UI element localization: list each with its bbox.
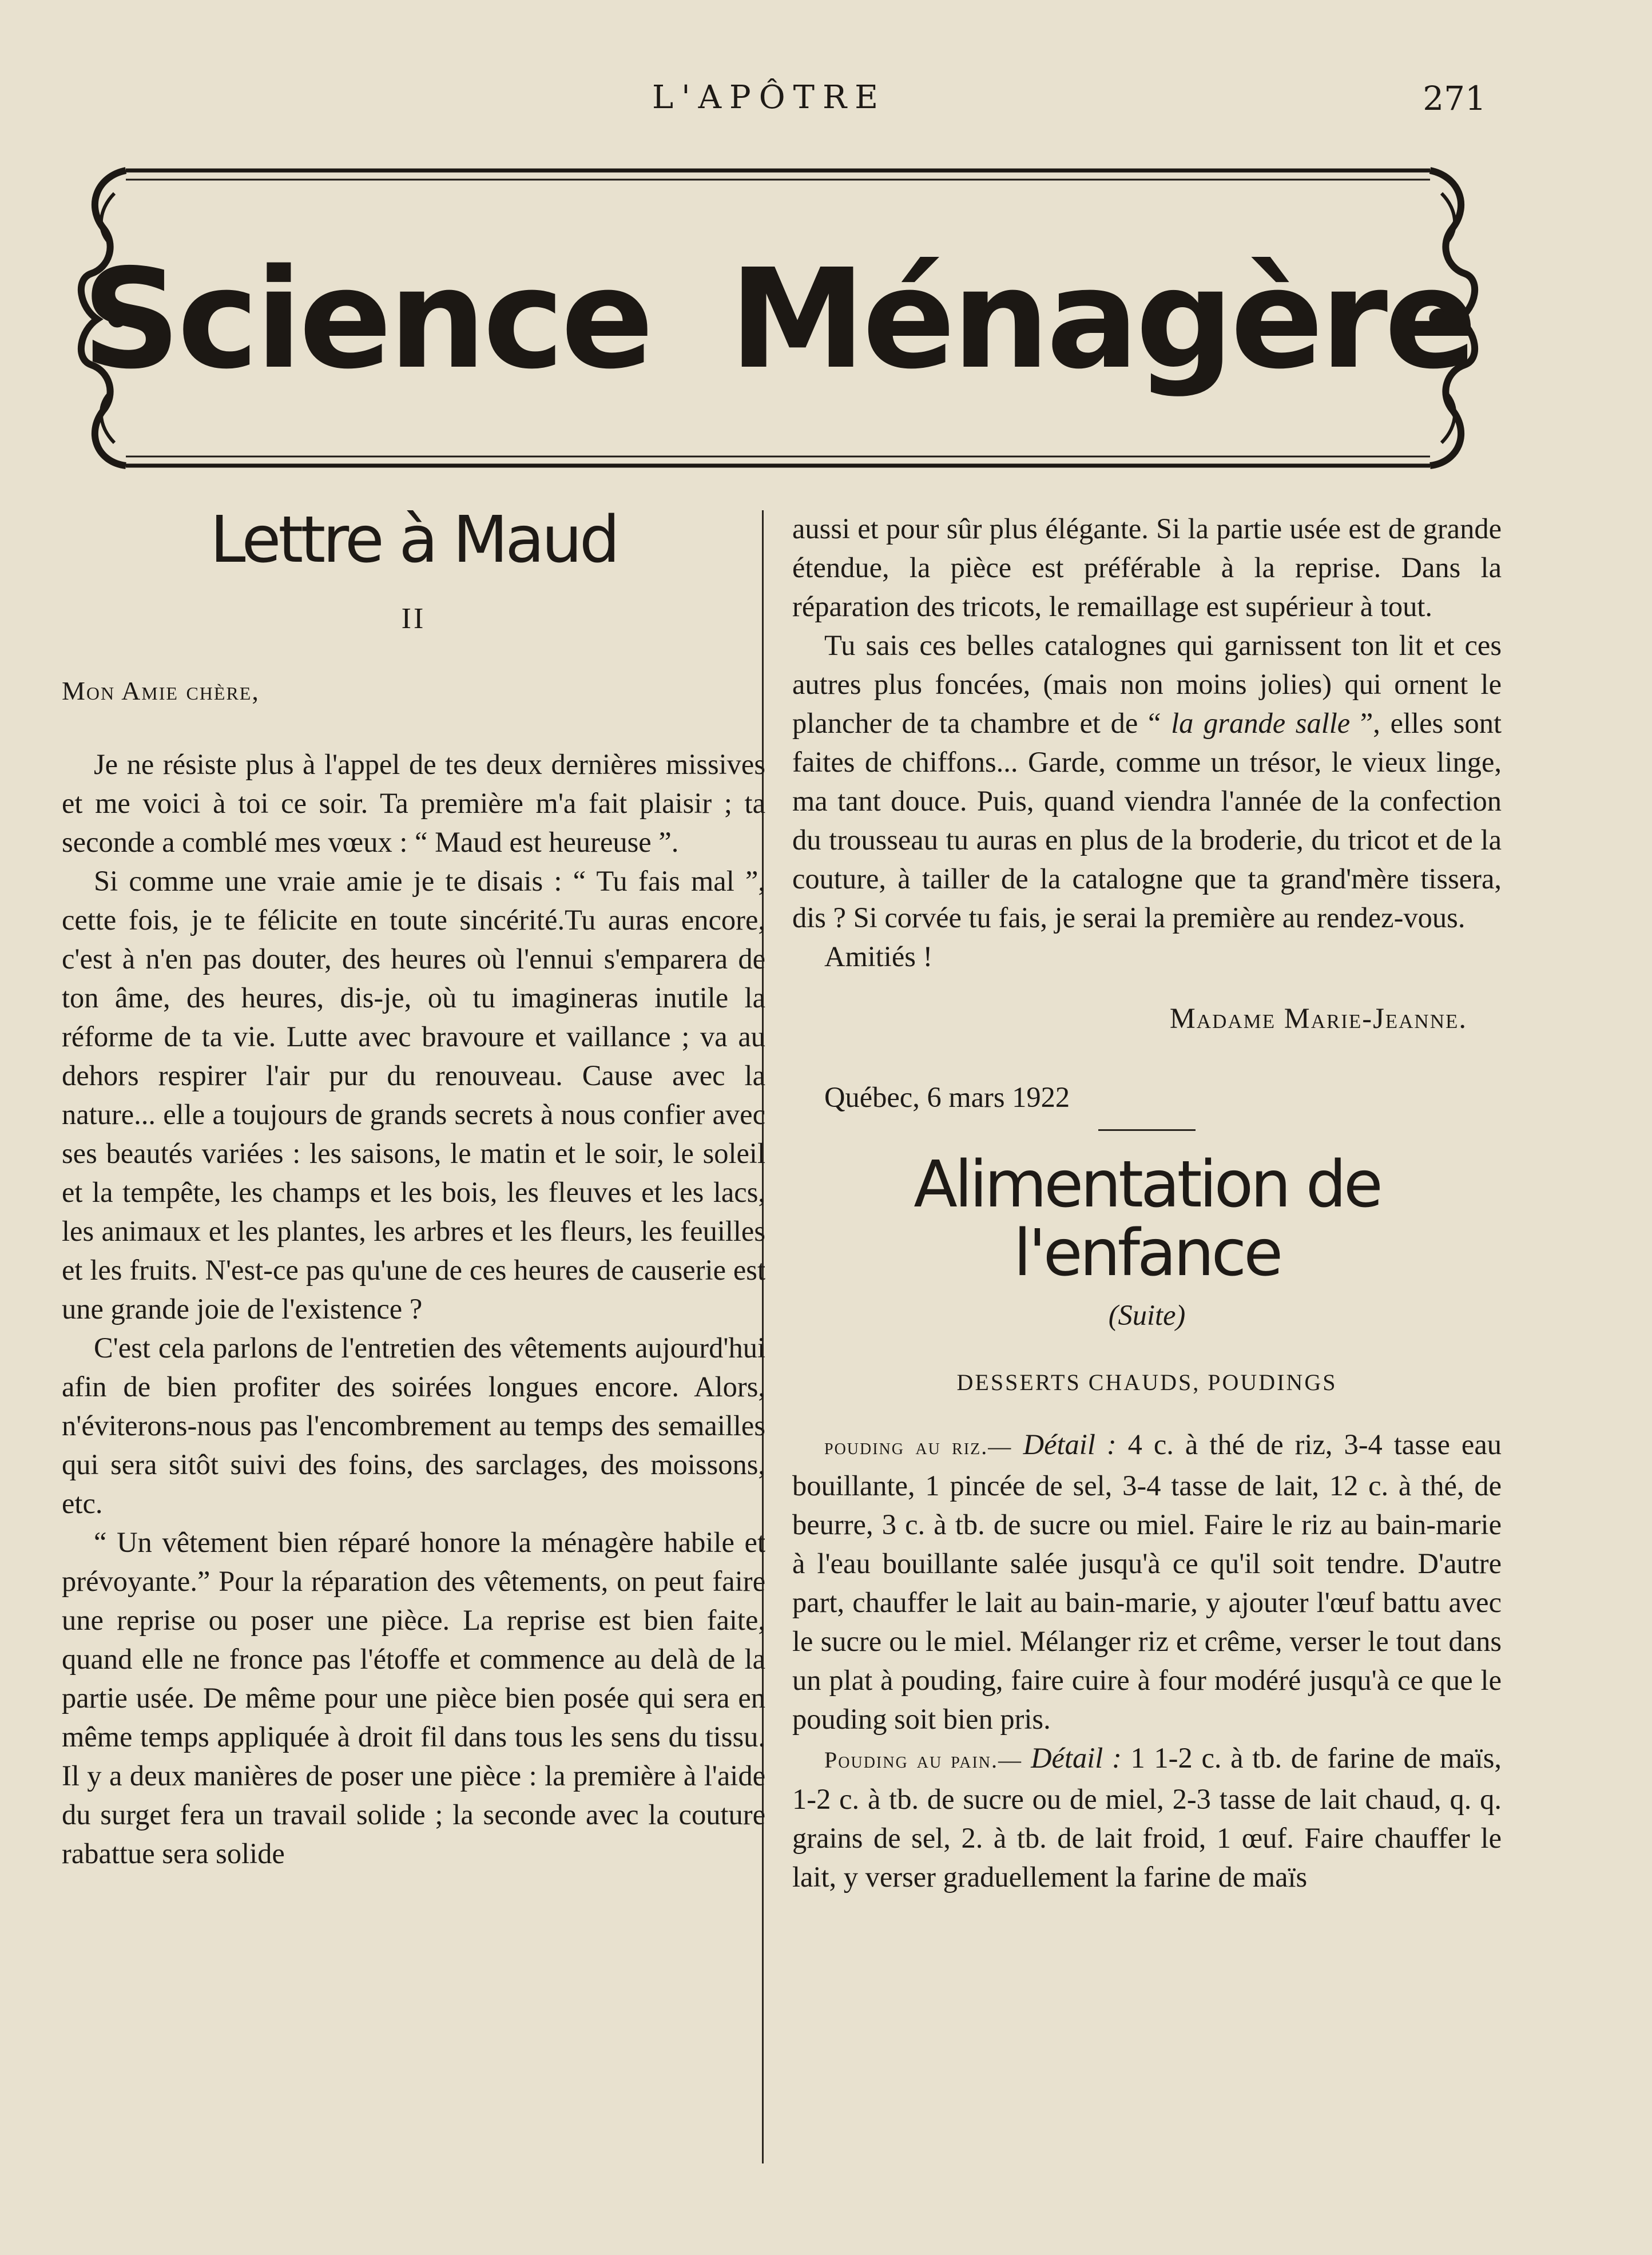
right-column [792,509,1502,1896]
running-head [0,79,1652,130]
recipe-text: 4 c. à thé de riz, 3-4 tasse eau bouillante, 1 pincée de sel, 3-4 tasse de lait, 12 c. à thé, de beurre, 3 c. à tb. de sucre ou miel. Faire le riz au bain-marie à l'eau bouillante salée jusqu'à ce qu'il soit tendre. D'autre part, chauffer le lait au bain-marie, y ajouter l'œuf battu avec le sucre ou le miel. Mélanger riz et crême, verser le tout dans un plat à pouding, faire cuire à four modéré jusqu'à ce que le pouding soit bien pris. [792,1428,1502,1735]
recipe-name: Pouding au pain.— [824,1747,1031,1773]
letter-paragraph: Je ne résiste plus à l'appel de tes deux dernières missives et me voici à toi ce soir. Ta première m'a fait plaisir ; ta seconde a comblé mes vœux : “ Maud est heureuse ”. [62,748,765,858]
letter-greeting: Mon Amie chère, [62,676,260,705]
place-date: Québec, 6 mars 1922 [824,1081,1070,1113]
italic-phrase: la grande salle [1171,707,1351,739]
letter-paragraph: “ Un vêtement bien réparé honore la ménagère habile et prévoyante.” Pour la réparation des vêtements, on peut faire une reprise ou poser une pièce. La reprise est bien faite, quand elle ne fronce pas l'étoffe et commence au delà de la partie usée. De même pour une pièce bien posée qui sera en même temps appliquée à droit fil dans tous les sens du tissu. Il y a deux manières de poser une pièce : la première à l'aide du surget fera un travail solide ; la seconde avec la couture rabattue sera solide [62,1526,765,1869]
recipe-paragraph [792,1425,1502,1738]
recipe-name: pouding au riz.— [824,1434,1023,1459]
section-banner [63,159,1493,479]
letter-paragraph: Si comme une vraie amie je te disais : “ Tu fais mal ”, cette fois, je te félicite en toute sincérité.Tu auras encore, c'est à n'en pas douter, des heures où l'ennui s'emparera de ton âme, des heures, dis-je, où tu imagineras inutile la réforme de ta vie. Lutte avec bravoure et vaillance ; va au dehors respirer l'air pur du renouveau. Cause avec la nature... elle a toujours de grands secrets à nous confier avec ses beautés variées : les saisons, le matin et le soir, le soleil et la tempête, les champs et les bois, les fleuves et les lacs, les animaux et les plantes, les arbres et les fleurs, les feuilles et les fruits. N'est-ce pas qu'une de ces heures de causerie est une grande joie de l'existence ? [62,865,765,1325]
banner-title: Science Ménagère [82,239,1474,399]
article-suite: (Suite) [1108,1299,1186,1331]
letter-title: Lettre à Maud [210,503,617,577]
article-subhead: DESSERTS CHAUDS, POUDINGS [956,1369,1337,1395]
text-run: ”, elles sont faites de chiffons... Garde, comme un trésor, le vieux linge, ma tant douce. Puis, quand viendra l'année de la confection du trousseau tu auras en plus de la broderie, du tricot et de la couture, à tailler de la catalogne que ta grand'mère tissera, dis ? Si corvée tu fais, je serai la première au rendez-vous. [792,707,1502,934]
letter-closing: Amitiés ! [824,940,933,972]
recipe-label: Détail : [1023,1428,1117,1460]
page-number: 271 [1423,79,1486,118]
separator-rule [1098,1129,1196,1131]
journal-title: L'APÔTRE [652,79,887,116]
letter-signature: Madame Marie-Jeanne. [1169,1002,1467,1034]
letter-continuation: aussi et pour sûr plus élégante. Si la partie usée est de grande étendue, la pièce est préférable à la reprise. Dans la réparation des tricots, le remaillage est supérieur à tout. [792,513,1502,622]
text-run: Tu sais ces belles catalognes qui garnissent ton lit et ces autres plus foncées, (mais non moins jolies) qui ornent le plancher de ta chambre et de “ [792,629,1502,739]
recipe-text: 1 1-2 c. à tb. de farine de maïs, 1-2 c. à tb. de sucre ou de miel, 2-3 tasse de lait chaud, q. q. grains de sel, 2. à tb. de lait froid, 1 œuf. Faire chauffer le lait, y verser graduellement la farine de maïs [792,1742,1502,1893]
letter-number: II [401,602,426,635]
left-column [62,503,765,1873]
letter-paragraph [792,626,1502,937]
letter-paragraph: C'est cela parlons de l'entretien des vêtements aujourd'hui afin de bien profiter des soirées longues encore. Alors, n'éviterons-nous pas l'encombrement au temps des semailles qui sera sitôt suivi des foins, des sarclages, des moissons, etc. [62,1332,765,1519]
recipe-paragraph [792,1738,1502,1896]
article-title: Alimentation de l'enfance [914,1148,1380,1291]
recipe-label: Détail : [1031,1742,1122,1774]
